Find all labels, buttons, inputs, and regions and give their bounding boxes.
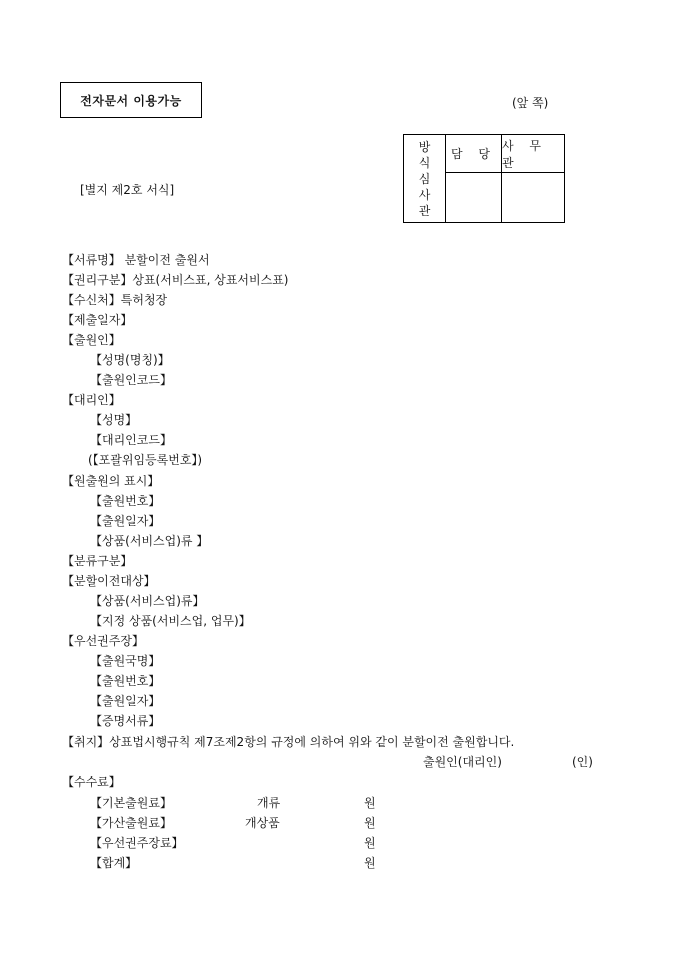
approval-col-staff: 담 당 <box>446 135 502 173</box>
signer-label: 출원인(대리인) <box>423 755 502 769</box>
agent-section: 【대리인】 <box>62 393 121 407</box>
fee-row-unit: 개류 <box>257 796 281 810</box>
fee-row-label: 【기본출원료】 <box>90 796 172 810</box>
priority-number-field: 【출원번호】 <box>90 674 161 688</box>
recipient-field: 【수신처】특허청장 <box>62 293 168 307</box>
applicant-name-field: 【성명(명칭)】 <box>90 353 170 367</box>
priority-docs-field: 【증명서류】 <box>90 714 161 728</box>
submit-date-field: 【제출일자】 <box>62 313 133 327</box>
fee-row-label: 【우선권주장료】 <box>90 836 184 850</box>
page-side-label: (앞 쪽) <box>512 96 549 110</box>
fees-section: 【수수료】 <box>62 775 121 789</box>
original-application-section: 【원출원의 표시】 <box>62 474 160 488</box>
e-document-badge: 전자문서 이용가능 <box>60 82 202 118</box>
approval-col-officer: 사 무 관 <box>502 135 564 173</box>
original-number-field: 【출원번호】 <box>90 494 161 508</box>
applicant-code-field: 【출원인코드】 <box>90 373 172 387</box>
priority-country-field: 【출원국명】 <box>90 654 161 668</box>
approval-char: 방 <box>418 139 431 154</box>
classification-field: 【분류구분】 <box>62 554 133 568</box>
fee-row-currency: 원 <box>364 796 376 810</box>
agent-poa-field: (【포괄위임등록번호】) <box>88 453 203 467</box>
split-target-section: 【분할이전대상】 <box>62 574 156 588</box>
fee-row-currency: 원 <box>364 856 376 870</box>
original-goods-field: 【상품(서비스업)류 】 <box>90 534 209 548</box>
fee-row-currency: 원 <box>364 816 376 830</box>
approval-vertical-label <box>404 135 446 222</box>
approval-sign-staff <box>446 173 502 222</box>
agent-code-field: 【대리인코드】 <box>90 433 172 447</box>
fee-row-label: 【합계】 <box>90 856 138 870</box>
right-type-field: 【권리구분】상표(서비스표, 상표서비스표) <box>62 273 289 287</box>
split-goods-field: 【상품(서비스업)류】 <box>90 594 205 608</box>
approval-char: 관 <box>418 203 431 218</box>
original-date-field: 【출원일자】 <box>90 514 161 528</box>
fee-row-label: 【가산출원료】 <box>90 816 172 830</box>
split-designated-field: 【지정 상품(서비스업, 업무)】 <box>90 614 251 628</box>
agent-name-field: 【성명】 <box>90 413 138 427</box>
approval-sign-officer <box>502 173 564 222</box>
form-reference: [별지 제2호 서식] <box>80 183 175 197</box>
priority-section: 【우선권주장】 <box>62 634 144 648</box>
doc-name-field: 【서류명】 분할이전 출원서 <box>62 253 210 267</box>
approval-char: 사 <box>418 187 431 202</box>
approval-box <box>403 134 565 223</box>
approval-char: 심 <box>418 171 431 186</box>
fee-row-unit: 개상품 <box>245 816 280 830</box>
approval-char: 식 <box>418 155 431 170</box>
fee-row-currency: 원 <box>364 836 376 850</box>
seal-mark: (인) <box>572 755 593 769</box>
applicant-section: 【출원인】 <box>62 333 121 347</box>
purpose-statement: 【취지】상표법시행규칙 제7조제2항의 규정에 의하여 위와 같이 분할이전 출원합니다. <box>62 735 515 749</box>
priority-date-field: 【출원일자】 <box>90 694 161 708</box>
